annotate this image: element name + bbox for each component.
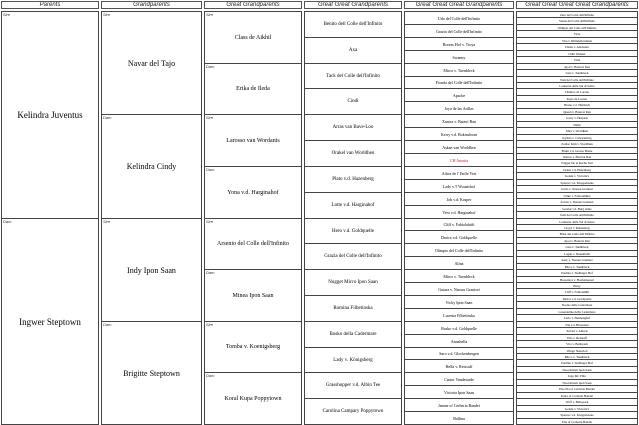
dog-name[interactable]: Louisette della Val di Senio (559, 83, 595, 88)
dog-name[interactable]: Gotsiar v.d. Burg Anko (562, 206, 592, 211)
dog-name[interactable]: Queen v. Batavai Ran (563, 109, 591, 114)
great-grandparent-cell (204, 63, 302, 115)
dog-name[interactable]: Benito dell Colle dell'Infinito (323, 22, 383, 27)
dog-name[interactable]: Gonda v. Victoria's (564, 174, 590, 178)
great-grandparent-cell (204, 321, 302, 373)
great-grandparent-cell (204, 269, 302, 322)
gg-grandparent-cell (304, 192, 402, 219)
dog-name[interactable]: Bruno v.d. Nimbach (564, 103, 590, 107)
dog-name[interactable]: Wolf v. Bellopark (565, 400, 589, 404)
dog-name[interactable]: Zero del Colle dell'Infinito (559, 12, 595, 17)
dog-name[interactable]: CH Amatia (449, 157, 469, 163)
ggg-grandparent-cell (404, 359, 514, 373)
dog-name[interactable]: Gutara v. Nasssu Granisei (438, 286, 480, 292)
dog-name[interactable]: Viria (573, 58, 581, 62)
ggg-grandparent-cell (404, 88, 514, 102)
dog-name[interactable]: Nugget Mirco Ipon Saan (328, 280, 378, 285)
gg-grandparent-cell (304, 398, 402, 425)
dog-name[interactable]: Larosso van Wordanis (226, 137, 280, 144)
dog-name[interactable]: Xaviel v. Albeck (566, 329, 588, 333)
dog-name[interactable]: Grasshopper v.d. Albin Tee (325, 383, 381, 388)
dog-name[interactable]: Mirco v. Tuenbleck (564, 264, 590, 269)
dog-name[interactable]: Darica v.d. Goldquelle (562, 296, 592, 301)
dog-name[interactable]: Louisette della Val di Senio (559, 219, 595, 224)
dog-name[interactable]: Kyslda v. Calvarieberg (562, 135, 592, 140)
dog-name[interactable]: Ballina (453, 415, 465, 421)
dog-name[interactable]: Spencer v.d. Kloppebeeke (560, 413, 594, 417)
dog-name[interactable]: Tom del Colle dell'Infinito (560, 77, 594, 82)
dog-name[interactable]: Olimpio del Colle dell'Infinito (434, 247, 484, 253)
dog-name[interactable]: Ingo hib Villa (568, 374, 586, 378)
dog-name[interactable]: Lloyd v. Rabenberg (564, 225, 590, 230)
dog-name[interactable]: Zodiac Kim v. Worldhen (561, 142, 593, 146)
dog-name[interactable]: Lina v. Tuenbleck (565, 71, 589, 75)
gg-grandparent-cell (304, 88, 402, 115)
dog-name[interactable]: Odin Wander (568, 51, 586, 56)
grandparent-cell (101, 321, 202, 425)
dog-name[interactable]: Janine of Cerberia Bandet (438, 402, 480, 408)
dog-name[interactable]: Apol v. Batavai Ran (564, 238, 590, 243)
dam-label: Dam (206, 270, 215, 275)
dog-name[interactable]: Kelindra Juventus (17, 110, 83, 120)
dog-name[interactable]: Romina Filbetinska (333, 306, 373, 311)
dog-name[interactable]: Brigitte Steptown (123, 368, 180, 378)
parent-cell (1, 11, 99, 219)
dog-name[interactable]: Fionda del Colle dell'Infinito (435, 80, 483, 85)
dog-name[interactable]: Vito v. Rhinderbrunnen (562, 38, 592, 43)
ggg-grandparent-cell (404, 411, 514, 425)
ggg-grandparent-cell (404, 334, 514, 348)
column-header-4: Great Great Grandparents (304, 1, 402, 9)
sire-label: Sire (103, 219, 111, 224)
dam-label: Dam (103, 115, 112, 120)
ggg-grandparent-cell (404, 295, 514, 309)
dog-name[interactable]: Trigger De la Roche Vert (560, 161, 594, 165)
dam-label: Dam (3, 219, 12, 224)
dog-name[interactable]: Lotte v.d. Harginahof (331, 203, 375, 208)
dog-name[interactable]: Max v. Worldhen (565, 129, 589, 133)
dam-label: Dam (206, 167, 215, 172)
dog-name[interactable]: Logan v. Neuenfeldt (563, 251, 591, 256)
gg-grandparent-cell (304, 243, 402, 270)
grandparent-cell (101, 218, 202, 322)
sire-label: Sire (206, 322, 214, 327)
dog-name[interactable]: Axa (348, 48, 358, 53)
sire-label: Sire (206, 12, 214, 17)
gg-grandparent-cell (304, 37, 402, 64)
dog-name[interactable]: Job v.d. Kruper (446, 196, 472, 202)
gg-grandparent-cell (304, 321, 402, 348)
dog-name[interactable]: Garry v. Holpark (566, 116, 588, 120)
dog-name[interactable]: Tomba v. Koenigsberg (225, 344, 281, 350)
ggg-grandparent-cell (404, 37, 514, 51)
sire-label: Sire (3, 12, 11, 17)
dog-name[interactable]: Kelindra Cindy (126, 162, 177, 171)
dog-name[interactable]: Darica v.d. Goldquelle (440, 234, 478, 240)
dog-name[interactable]: Mirco v. Tuenbleck (443, 273, 475, 279)
ggg-grandparent-cell (404, 24, 514, 38)
dog-name[interactable]: Zarrus v. Nassau Granisei (560, 200, 594, 204)
dog-name[interactable]: Apol v. Batavai Ran (564, 64, 590, 69)
dog-name[interactable]: Olimpio del Colle dell'Infinito (557, 25, 597, 30)
dog-name[interactable]: Urike v. Fabiolahütte (563, 193, 591, 198)
ggg-grandparent-cell (404, 269, 514, 283)
ggg-grandparent-cell (404, 308, 514, 322)
dog-name[interactable]: Navar del Tajo (127, 58, 176, 68)
dog-name[interactable]: Joya de las Arillas (444, 105, 474, 111)
column-header-6: Great Great Great Great Grandparents (516, 1, 638, 9)
dog-name[interactable]: Kery v. Nassau Granisei (561, 258, 593, 262)
dog-name[interactable]: Arsenio del Colle dell'Infinito (217, 241, 289, 247)
dog-name[interactable]: Kaira of Cerberia Bandet (560, 393, 594, 398)
dog-name[interactable]: Class de Aikhil (234, 34, 272, 41)
dog-name[interactable]: Lina v. Tuenbleck (565, 245, 589, 249)
dog-name[interactable]: Annabella (450, 338, 468, 344)
grandparent-cell (101, 114, 202, 219)
ggg-grandparent-cell (404, 101, 514, 115)
ggg-grandparent-cell (404, 63, 514, 77)
dog-name[interactable]: Tack del Colle dell'Infinito (326, 73, 380, 79)
dam-label: Dam (103, 322, 112, 327)
dog-name[interactable]: Vicky Ipon Saan (445, 299, 473, 305)
column-header-1: Parents (1, 1, 99, 9)
sire-label: Sire (206, 115, 214, 120)
dog-name[interactable]: Nortus della Cadermare (561, 303, 593, 307)
ggg-grandparent-cell (404, 243, 514, 257)
dog-name[interactable]: Indy Ipon Saan (127, 265, 176, 275)
dog-name[interactable]: Xantos v. Batavi Ran (442, 118, 476, 124)
dog-name[interactable]: Bosko della Cadermare (329, 332, 377, 337)
ggg-grandparent-cell (404, 127, 514, 141)
dog-name[interactable]: Plato v.d. Hazenberg (332, 177, 374, 182)
dog-name[interactable]: Spencer v.d. Kloppebeeke (560, 180, 594, 185)
dog-name[interactable]: Alina (454, 260, 464, 266)
ggg-grandparent-cell (404, 50, 514, 64)
gggg-grandparent-cell (516, 418, 638, 425)
dog-name[interactable]: Demi (573, 122, 581, 127)
dog-name[interactable]: Brisa del Colle dell'Infinito (559, 232, 595, 236)
dog-name[interactable]: Xantos v. Batavai Ran (562, 154, 592, 159)
dog-name[interactable]: Jacker v.d. Hazenberg (562, 167, 592, 172)
dog-name[interactable]: Apache (452, 92, 466, 98)
ggg-grandparent-cell (404, 11, 514, 25)
gg-grandparent-cell (304, 140, 402, 167)
dog-name[interactable]: Vito v. Bellopark (566, 342, 588, 346)
ggg-grandparent-cell (404, 321, 514, 335)
ggg-grandparent-cell (404, 153, 514, 167)
dog-name[interactable]: Noordstrom Ipon Saan (562, 380, 592, 385)
dog-name[interactable]: Carlo v. Hennenghof (563, 316, 591, 320)
ggg-grandparent-cell (404, 230, 514, 244)
dog-name[interactable]: Askan van Worldhen (442, 144, 476, 150)
ggg-grandparent-cell (404, 166, 514, 180)
dog-name[interactable]: Koral Kupa Poppytown (224, 395, 282, 402)
dog-name[interactable]: Grazia del Colle dell'Infinito (436, 28, 482, 34)
column-header-3: Great Grandparents (204, 1, 302, 9)
gg-grandparent-cell (304, 372, 402, 399)
gg-grandparent-cell (304, 11, 402, 38)
sire-label: Sire (103, 12, 111, 17)
sire-label: Sire (206, 219, 214, 224)
great-grandparent-cell (204, 372, 302, 425)
dog-name[interactable]: Gwendelina della Cadermare (558, 309, 596, 314)
great-grandparent-cell (204, 11, 302, 64)
dam-label: Dam (206, 373, 215, 378)
dog-name[interactable]: Vicie (573, 32, 581, 36)
dog-name[interactable]: Grazia del Colle dell'Infinito (324, 254, 382, 259)
dog-name[interactable]: Boreas Hof v. Troya (442, 41, 476, 47)
dog-name[interactable]: Lady v. Königsberg (333, 357, 373, 363)
dog-name[interactable]: Gonda v. Victoria's (564, 406, 590, 411)
dog-name[interactable]: Noordstrom Ipon Saan (562, 367, 592, 372)
dog-name[interactable]: Cliff v. Fabiolahüft (564, 290, 590, 294)
dog-name[interactable]: Victoria Ipon Saan (444, 389, 474, 395)
dog-name[interactable]: Vera v.d. Harginahof (442, 209, 476, 215)
dog-name[interactable]: Garlo v. Nassau Granisei (561, 187, 593, 191)
grandparent-cell (101, 11, 202, 115)
ggg-grandparent-cell (404, 192, 514, 206)
column-header-5: Great Great Great Grandparents (404, 1, 514, 9)
dog-name[interactable]: Kerry v.d. Bokindoorn (440, 131, 478, 137)
gg-grandparent-cell (304, 269, 402, 296)
gg-grandparent-cell (304, 63, 402, 89)
ggg-grandparent-cell (404, 114, 514, 128)
dog-name[interactable]: Saro v.d. Glockenbergen (439, 351, 479, 356)
dog-name[interactable]: Mirco v. Tuenbleck (443, 67, 475, 73)
parent-cell (1, 218, 99, 425)
dog-name[interactable]: Ella of Cerberia Bandet (561, 419, 593, 424)
dog-name[interactable]: Venus del Colle dell'Infinito (559, 19, 595, 23)
dog-name[interactable]: Hella v. Reissuff (445, 363, 473, 369)
dog-name[interactable]: Bruni v.d. Grosse Brane (561, 148, 593, 153)
great-grandparent-cell (204, 114, 302, 167)
gg-grandparent-cell (304, 166, 402, 193)
dog-name[interactable]: Paulina v. Stellinger Hof (561, 361, 593, 365)
dog-name[interactable]: Erika de Ileda (236, 86, 270, 92)
dog-name[interactable]: Udo del Colle dell'Infinito (437, 15, 481, 21)
dog-name[interactable]: Athos de l' Enfle Vert (441, 170, 477, 176)
gg-grandparent-cell (304, 218, 402, 244)
gg-grandparent-cell (304, 347, 402, 373)
ggg-grandparent-cell (404, 385, 514, 399)
dog-name[interactable]: Tom del Colle dell'Infinito (560, 213, 594, 217)
column-header-2: Grandparents (101, 1, 202, 9)
great-grandparent-cell (204, 218, 302, 270)
dog-name[interactable]: Elsa Eta of Cerberia Bandet (559, 387, 595, 391)
dog-name[interactable]: Cindi (347, 99, 359, 104)
great-grandparent-cell (204, 166, 302, 219)
gg-grandparent-cell (304, 295, 402, 322)
dam-label: Dam (206, 64, 215, 69)
dog-name[interactable]: Mirco v. Tuenbleck (564, 354, 590, 359)
dog-name[interactable]: Diana v. Adelstein (565, 45, 589, 49)
ggg-grandparent-cell (404, 205, 514, 219)
dog-name[interactable]: Paulina v. Stellinger Hof (561, 271, 593, 275)
dog-name[interactable]: Carolina Campary Poppytown (322, 409, 384, 414)
dog-name[interactable]: Kaya de Loreno (566, 96, 588, 101)
ggg-grandparent-cell (404, 282, 514, 296)
dog-name[interactable]: Orakel van Worldhen (331, 151, 375, 156)
dog-name[interactable]: Wiago Neuwied (566, 348, 588, 353)
dog-name[interactable]: Castor Vandesarde (444, 376, 474, 382)
dog-name[interactable]: Lucenia Filbetinska (443, 312, 475, 318)
dog-name[interactable]: Ella v. Reissuff (567, 335, 587, 340)
gg-grandparent-cell (304, 114, 402, 141)
dog-name[interactable]: Nia v.d. Bruxenau (565, 322, 589, 327)
ggg-grandparent-cell (404, 372, 514, 386)
dog-name[interactable]: Bossaluca v. Hoefennessel (560, 277, 594, 282)
dog-name[interactable]: Hero v.d. Goldquelle (332, 228, 374, 234)
dog-name[interactable]: Lhaluvo de Loreno (564, 90, 590, 94)
ggg-grandparent-cell (404, 256, 514, 270)
dog-name[interactable]: Yona v.d. Harginahof (227, 189, 279, 196)
dog-name[interactable]: Cliff v. Fabiolahüft (443, 222, 475, 227)
ggg-grandparent-cell (404, 398, 514, 412)
ggg-grandparent-cell (404, 140, 514, 154)
dog-name[interactable]: Minea Ipon Saan (232, 292, 274, 299)
ggg-grandparent-cell (404, 179, 514, 193)
dog-name[interactable]: Arras van Bave-Loo (332, 125, 374, 130)
dog-name[interactable]: Lady v.T Wouterhof (442, 183, 476, 189)
dog-name[interactable]: Bosko v.d. Goldquelle (441, 325, 477, 331)
dog-name[interactable]: Barry (573, 283, 581, 288)
dog-name[interactable]: Swanny (452, 54, 466, 60)
dog-name[interactable]: Ingwer Steptown (19, 316, 81, 327)
